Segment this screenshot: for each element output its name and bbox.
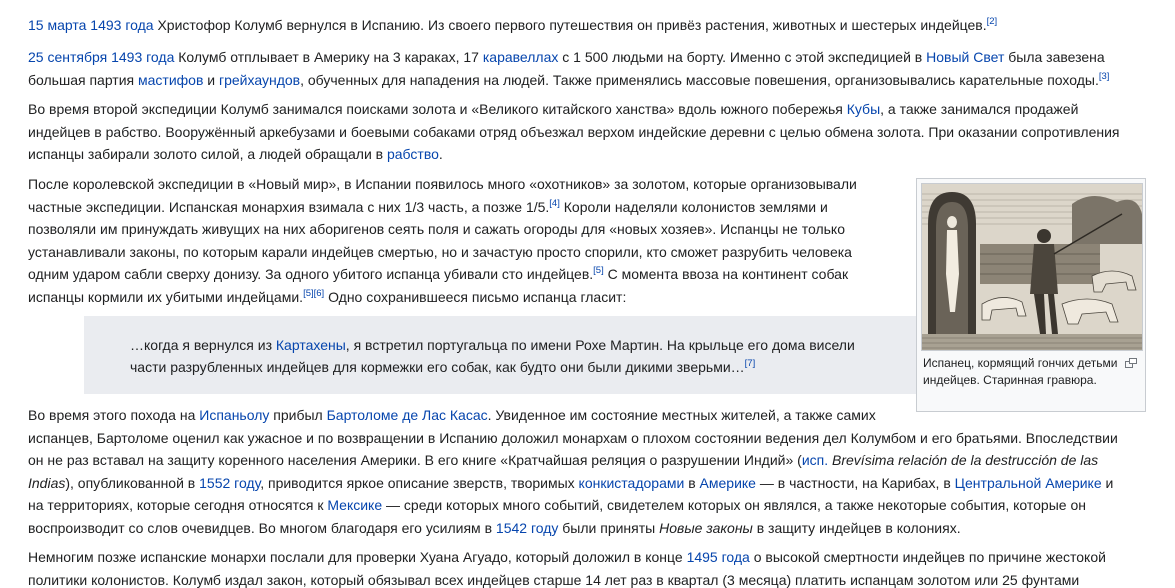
link-caravels[interactable]: каравеллах [482,49,559,65]
link-central-america[interactable]: Центральной Америке [954,474,1102,491]
link-15-march-1493[interactable]: 15 марта 1493 года [28,17,154,33]
citation-4[interactable]: [4] [549,197,560,209]
paragraph-6: Немногим позже испанские монархи послали для проверки Хуана Агуадо, который доложил в конце 1495 года о высокой смертности индейцев по причине жестокой политики колонистов. Колумб издал закон, который обязывал всех индейцев старше 14 лет раз в квартал (3 месяца) платить испанцам золотом или 25 фунтами [28,549,1106,588]
blockquote [84,316,919,394]
citation-7[interactable]: [7] [744,358,756,369]
link-cuba[interactable]: Кубы [846,101,881,117]
paragraph-5: Во время этого похода на Испаньолу прибыл Бартоломе де Лас Касас. Увиденное им состояние местных жителей, а также самих испанцев, Бартоломе оценил как ужасное и по возвращении в Испанию доложил монархам о плохом состоянии ведения дел Колумбом и его братьями. Впоследствии он не раз вставал на защиту коренного населения Америки. В его книге «Кратчайшая реляция о разрушении Индий» (исп. Brevísima relación de la destrucción de las Indias), опубликованной в 1552 году, приводится яркое описание зверств, творимых конкистадорами в Америке — в частности, на Карибах, в Центральной Америке и на территориях, которые сегодня относятся к Мексике — среди которых много событий, свидетелем которых он являлся, а также некоторые события, которые он воспроизводит со слов очевидцев. Во многом благодаря его усилиям в 1542 году были приняты Новые законы в защиту индейцев в колониях. [28,407,1118,536]
quote-line-2: части разрубленных индейцев для кормежки его собак, как будто они были дикими зверьми…[7] [130,358,756,375]
citation-5[interactable]: [5] [593,265,604,276]
link-america[interactable]: Америке [699,474,756,491]
paragraph-4: После королевской экспедиции в «Новый мир», в Испании появилось много «охотников» за золотом, которые организовывали частные экспедиции. Испанская монархия взимала с них 1/3 часть, а позже 1/5.[4] Короли наделяли колонистов землями и позволяли им принуждать живущих на них аборигенов сеять поля и сажать огороды для «новых хозяев». Испанцы не только устанавливали законы, по которым карали индейцев смертью, но и зачастую просто спорили, кто сможет разрубить человека одним ударом сабли сверху донизу. За одного убитого испанца убивали сто индейцев.[5] С момента ввоза на континент собак испанцы кормили их убитыми индейцами.[5][6] Одно сохранившееся письмо испанца гласит: [28,176,857,305]
link-25-september-1493[interactable]: 25 сентября 1493 года [28,49,175,65]
link-slavery[interactable]: рабство [386,146,439,162]
citation-3[interactable]: [3] [1098,70,1110,82]
link-greyhounds[interactable]: грейхаундов [219,71,301,88]
paragraph-1: 15 марта 1493 года Христофор Колумб вернулся в Испанию. Из своего первого путешествия он привёз растения, животных и шестерых индейцев.[2] [28,16,998,33]
paragraph-3: Во время второй экспедиции Колумб занимался поисками золота и «Великого китайского ханства» вдоль южного побережья Кубы, а также занимался продажей индейцев в рабство. Вооружённый аркебузами и боевыми собаками отряд объезжал верхом индейские деревни с целью обмена золота. При оказании сопротивления испанцы забирали золото силой, а людей обращали в рабство. [28,101,1120,162]
engraving-image[interactable] [921,183,1143,351]
link-mexico[interactable]: Мексике [327,497,383,513]
paragraph-2: 25 сентября 1493 года Колумб отплывает в Америку на 3 караках, 17 каравеллах с 1 500 людьми на борту. Именно с этой экспедицией в Новый Свет была завезена большая партия мастифов и грейхаундов, обученных для нападения на людей. Также применялись массовые повешения, организовывались карательные походы.[3] [28,49,1110,88]
link-mastiffs[interactable]: мастифов [138,71,204,88]
thumbnail-caption: Испанец, кормящий гончих детьми индейцев. Старинная гравюра. [923,356,1118,387]
link-1552[interactable]: 1552 году [199,474,261,491]
link-spanish-lang[interactable]: исп. [801,452,829,468]
link-conquistadors[interactable]: конкистадорами [578,474,685,491]
link-las-casas[interactable]: Бартоломе де Лас Касас [326,407,488,423]
link-new-world[interactable]: Новый Свет [926,49,1005,65]
link-1542[interactable]: 1542 году [495,519,559,536]
image-thumbnail [916,178,1146,412]
quote-line-1: …когда я вернулся из Картахены, я встретил португальца по имени Рохе Мартин. На крыльце его дома висели [130,337,855,353]
citation-2[interactable]: [2] [986,16,998,27]
link-cartagena[interactable]: Картахены [275,337,346,353]
link-hispaniola[interactable]: Испаньолу [199,407,270,423]
citation-5-6[interactable]: [5][6] [303,287,325,299]
link-1495[interactable]: 1495 года [686,549,750,565]
